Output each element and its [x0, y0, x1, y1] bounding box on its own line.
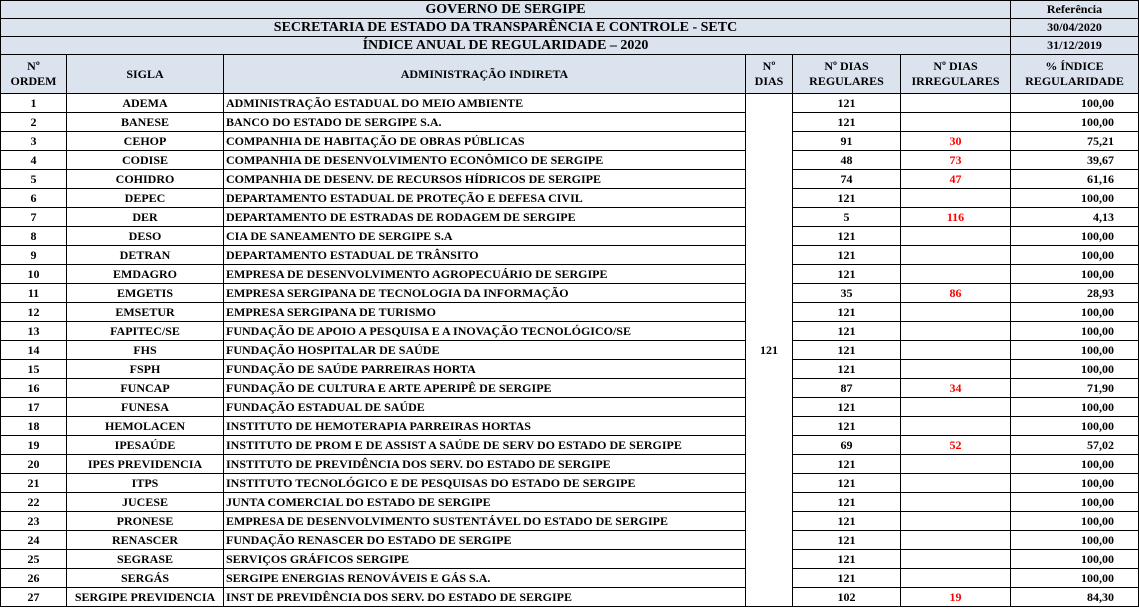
row-irregulares [901, 398, 1011, 417]
total-dias-cell: 121 [746, 94, 793, 607]
table-row [1, 322, 1139, 341]
row-indice: 100,00 [1011, 113, 1139, 132]
row-sigla: RENASCER [67, 531, 224, 550]
row-regulares: 121 [793, 569, 901, 588]
row-regulares: 121 [793, 246, 901, 265]
row-irregulares [901, 265, 1011, 284]
row-regulares: 87 [793, 379, 901, 398]
row-sigla: ITPS [67, 474, 224, 493]
row-admin-name: SERGIPE ENERGIAS RENOVÁVEIS E GÁS S.A. [224, 569, 746, 588]
row-sigla: IPESAÚDE [67, 436, 224, 455]
row-sigla: DER [67, 208, 224, 227]
row-indice: 100,00 [1011, 474, 1139, 493]
row-indice: 71,90 [1011, 379, 1139, 398]
table-row [1, 360, 1139, 379]
row-regulares: 121 [793, 531, 901, 550]
table-row [1, 531, 1139, 550]
row-admin-name: EMPRESA SERGIPANA DE TURISMO [224, 303, 746, 322]
row-admin-name: FUNDAÇÃO DE APOIO A PESQUISA E A INOVAÇÃO TECNOLÓGICO/SE [224, 322, 746, 341]
row-ordem: 26 [1, 569, 67, 588]
row-sigla: FUNCAP [67, 379, 224, 398]
row-irregulares [901, 569, 1011, 588]
row-ordem: 1 [1, 94, 67, 113]
row-irregulares [901, 322, 1011, 341]
row-sigla: CODISE [67, 151, 224, 170]
row-regulares: 35 [793, 284, 901, 303]
row-irregulares [901, 189, 1011, 208]
row-regulares: 121 [793, 398, 901, 417]
row-indice: 4,13 [1011, 208, 1139, 227]
row-regulares: 121 [793, 303, 901, 322]
row-regulares: 48 [793, 151, 901, 170]
row-regulares: 121 [793, 322, 901, 341]
row-regulares: 121 [793, 189, 901, 208]
row-indice: 61,16 [1011, 170, 1139, 189]
row-sigla: SERGIPE PREVIDENCIA [67, 588, 224, 607]
row-admin-name: EMPRESA SERGIPANA DE TECNOLOGIA DA INFORMAÇÃO [224, 284, 746, 303]
table-row [1, 474, 1139, 493]
col-header-indice: % ÍNDICE REGULARIDADE [1011, 55, 1139, 94]
row-admin-name: INSTITUTO TECNOLÓGICO E DE PESQUISAS DO ESTADO DE SERGIPE [224, 474, 746, 493]
row-indice: 84,30 [1011, 588, 1139, 607]
row-ordem: 17 [1, 398, 67, 417]
row-indice: 39,67 [1011, 151, 1139, 170]
row-indice: 100,00 [1011, 550, 1139, 569]
row-ordem: 18 [1, 417, 67, 436]
table-row [1, 569, 1139, 588]
row-admin-name: CIA DE SANEAMENTO DE SERGIPE S.A [224, 227, 746, 246]
table-row [1, 493, 1139, 512]
row-sigla: PRONESE [67, 512, 224, 531]
row-admin-name: EMPRESA DE DESENVOLVIMENTO AGROPECUÁRIO DE SERGIPE [224, 265, 746, 284]
row-regulares: 121 [793, 227, 901, 246]
table-row [1, 303, 1139, 322]
col-header-irregulares: Nº DIAS IRREGULARES [901, 55, 1011, 94]
row-irregulares [901, 113, 1011, 132]
table-row [1, 436, 1139, 455]
table-row [1, 550, 1139, 569]
row-ordem: 24 [1, 531, 67, 550]
row-irregulares [901, 493, 1011, 512]
table-row [1, 246, 1139, 265]
row-admin-name: EMPRESA DE DESENVOLVIMENTO SUSTENTÁVEL DO ESTADO DE SERGIPE [224, 512, 746, 531]
row-indice: 100,00 [1011, 493, 1139, 512]
row-sigla: CEHOP [67, 132, 224, 151]
row-regulares: 121 [793, 455, 901, 474]
row-regulares: 121 [793, 493, 901, 512]
row-irregulares: 73 [901, 151, 1011, 170]
row-indice: 100,00 [1011, 341, 1139, 360]
row-regulares: 74 [793, 170, 901, 189]
header-index-title: ÍNDICE ANUAL DE REGULARIDADE – 2020 [1, 37, 1011, 55]
table-row [1, 151, 1139, 170]
row-indice: 100,00 [1011, 265, 1139, 284]
table-row [1, 170, 1139, 189]
row-regulares: 121 [793, 265, 901, 284]
table-row [1, 512, 1139, 531]
header-government: GOVERNO DE SERGIPE [1, 1, 1011, 19]
row-irregulares: 47 [901, 170, 1011, 189]
row-ordem: 19 [1, 436, 67, 455]
row-ordem: 23 [1, 512, 67, 531]
row-indice: 100,00 [1011, 246, 1139, 265]
row-irregulares: 30 [901, 132, 1011, 151]
table-row [1, 379, 1139, 398]
row-indice: 100,00 [1011, 322, 1139, 341]
row-ordem: 10 [1, 265, 67, 284]
row-sigla: JUCESE [67, 493, 224, 512]
row-regulares: 121 [793, 360, 901, 379]
row-sigla: EMSETUR [67, 303, 224, 322]
row-sigla: FSPH [67, 360, 224, 379]
col-header-dias: Nº DIAS [746, 55, 793, 94]
row-indice: 100,00 [1011, 569, 1139, 588]
row-admin-name: ADMINISTRAÇÃO ESTADUAL DO MEIO AMBIENTE [224, 94, 746, 113]
row-sigla: ADEMA [67, 94, 224, 113]
table-row [1, 417, 1139, 436]
row-admin-name: FUNDAÇÃO ESTADUAL DE SAÚDE [224, 398, 746, 417]
row-admin-name: INSTITUTO DE HEMOTERAPIA PARREIRAS HORTAS [224, 417, 746, 436]
row-admin-name: FUNDAÇÃO DE CULTURA E ARTE APERIPÊ DE SERGIPE [224, 379, 746, 398]
row-sigla: BANESE [67, 113, 224, 132]
reference-date-1: 30/04/2020 [1011, 19, 1139, 37]
row-ordem: 22 [1, 493, 67, 512]
row-regulares: 5 [793, 208, 901, 227]
table-row [1, 455, 1139, 474]
row-admin-name: COMPANHIA DE DESENV. DE RECURSOS HÍDRICOS DE SERGIPE [224, 170, 746, 189]
row-ordem: 13 [1, 322, 67, 341]
row-indice: 100,00 [1011, 531, 1139, 550]
row-sigla: FHS [67, 341, 224, 360]
row-regulares: 121 [793, 113, 901, 132]
row-indice: 100,00 [1011, 455, 1139, 474]
row-ordem: 12 [1, 303, 67, 322]
table-row [1, 227, 1139, 246]
row-ordem: 3 [1, 132, 67, 151]
row-regulares: 102 [793, 588, 901, 607]
row-admin-name: INSTITUTO DE PREVIDÊNCIA DOS SERV. DO ESTADO DE SERGIPE [224, 455, 746, 474]
row-regulares: 121 [793, 474, 901, 493]
row-admin-name: DEPARTAMENTO ESTADUAL DE PROTEÇÃO E DEFESA CIVIL [224, 189, 746, 208]
row-admin-name: DEPARTAMENTO ESTADUAL DE TRÂNSITO [224, 246, 746, 265]
row-indice: 100,00 [1011, 189, 1139, 208]
table-row [1, 208, 1139, 227]
row-ordem: 14 [1, 341, 67, 360]
row-irregulares [901, 474, 1011, 493]
row-sigla: IPES PREVIDENCIA [67, 455, 224, 474]
row-admin-name: COMPANHIA DE HABITAÇÃO DE OBRAS PÚBLICAS [224, 132, 746, 151]
row-ordem: 20 [1, 455, 67, 474]
row-indice: 100,00 [1011, 94, 1139, 113]
row-regulares: 121 [793, 512, 901, 531]
row-irregulares: 52 [901, 436, 1011, 455]
row-irregulares [901, 455, 1011, 474]
table-row [1, 189, 1139, 208]
row-ordem: 2 [1, 113, 67, 132]
row-indice: 100,00 [1011, 417, 1139, 436]
row-admin-name: INSTITUTO DE PROM E DE ASSIST A SAÚDE DE SERV DO ESTADO DE SERGIPE [224, 436, 746, 455]
table-row [1, 265, 1139, 284]
row-admin-name: FUNDAÇÃO RENASCER DO ESTADO DE SERGIPE [224, 531, 746, 550]
table-row [1, 341, 1139, 360]
row-regulares: 121 [793, 341, 901, 360]
row-admin-name: COMPANHIA DE DESENVOLVIMENTO ECONÔMICO DE SERGIPE [224, 151, 746, 170]
table-row [1, 284, 1139, 303]
col-header-ordem: Nº ORDEM [1, 55, 67, 94]
row-regulares: 121 [793, 94, 901, 113]
col-header-sigla: SIGLA [67, 55, 224, 94]
row-sigla: DESO [67, 227, 224, 246]
row-sigla: HEMOLACEN [67, 417, 224, 436]
row-ordem: 8 [1, 227, 67, 246]
table-row [1, 94, 1139, 113]
row-irregulares [901, 341, 1011, 360]
header-secretariat: SECRETARIA DE ESTADO DA TRANSPARÊNCIA E CONTROLE - SETC [1, 19, 1011, 37]
row-admin-name: JUNTA COMERCIAL DO ESTADO DE SERGIPE [224, 493, 746, 512]
table-row [1, 398, 1139, 417]
reference-date-2: 31/12/2019 [1011, 37, 1139, 55]
row-irregulares [901, 94, 1011, 113]
row-ordem: 4 [1, 151, 67, 170]
row-irregulares [901, 550, 1011, 569]
reference-label: Referência [1011, 1, 1139, 19]
col-header-admin: ADMINISTRAÇÃO INDIRETA [224, 55, 746, 94]
row-admin-name: DEPARTAMENTO DE ESTRADAS DE RODAGEM DE SERGIPE [224, 208, 746, 227]
row-sigla: COHIDRO [67, 170, 224, 189]
row-indice: 100,00 [1011, 303, 1139, 322]
row-irregulares [901, 303, 1011, 322]
row-indice: 57,02 [1011, 436, 1139, 455]
row-ordem: 6 [1, 189, 67, 208]
row-ordem: 9 [1, 246, 67, 265]
row-indice: 100,00 [1011, 512, 1139, 531]
row-ordem: 21 [1, 474, 67, 493]
row-admin-name: INST DE PREVIDÊNCIA DOS SERV. DO ESTADO DE SERGIPE [224, 588, 746, 607]
row-admin-name: BANCO DO ESTADO DE SERGIPE S.A. [224, 113, 746, 132]
row-indice: 100,00 [1011, 360, 1139, 379]
row-sigla: DETRAN [67, 246, 224, 265]
row-ordem: 15 [1, 360, 67, 379]
row-regulares: 121 [793, 550, 901, 569]
row-sigla: DEPEC [67, 189, 224, 208]
row-irregulares: 86 [901, 284, 1011, 303]
row-irregulares: 34 [901, 379, 1011, 398]
row-sigla: FAPITEC/SE [67, 322, 224, 341]
row-irregulares [901, 246, 1011, 265]
row-sigla: EMDAGRO [67, 265, 224, 284]
row-indice: 75,21 [1011, 132, 1139, 151]
col-header-regulares: Nº DIAS REGULARES [793, 55, 901, 94]
row-ordem: 25 [1, 550, 67, 569]
row-irregulares [901, 531, 1011, 550]
row-ordem: 5 [1, 170, 67, 189]
row-irregulares: 116 [901, 208, 1011, 227]
row-irregulares [901, 227, 1011, 246]
row-sigla: FUNESA [67, 398, 224, 417]
row-admin-name: FUNDAÇÃO DE SAÚDE PARREIRAS HORTA [224, 360, 746, 379]
row-indice: 28,93 [1011, 284, 1139, 303]
row-regulares: 69 [793, 436, 901, 455]
table-row [1, 113, 1139, 132]
row-ordem: 16 [1, 379, 67, 398]
row-admin-name: SERVIÇOS GRÁFICOS SERGIPE [224, 550, 746, 569]
row-indice: 100,00 [1011, 398, 1139, 417]
row-indice: 100,00 [1011, 227, 1139, 246]
row-regulares: 121 [793, 417, 901, 436]
table-row [1, 588, 1139, 607]
row-sigla: EMGETIS [67, 284, 224, 303]
row-ordem: 11 [1, 284, 67, 303]
row-sigla: SERGÁS [67, 569, 224, 588]
row-irregulares [901, 360, 1011, 379]
row-sigla: SEGRASE [67, 550, 224, 569]
row-irregulares: 19 [901, 588, 1011, 607]
row-irregulares [901, 417, 1011, 436]
table-row [1, 132, 1139, 151]
row-ordem: 7 [1, 208, 67, 227]
row-admin-name: FUNDAÇÃO HOSPITALAR DE SAÚDE [224, 341, 746, 360]
row-irregulares [901, 512, 1011, 531]
row-ordem: 27 [1, 588, 67, 607]
row-regulares: 91 [793, 132, 901, 151]
